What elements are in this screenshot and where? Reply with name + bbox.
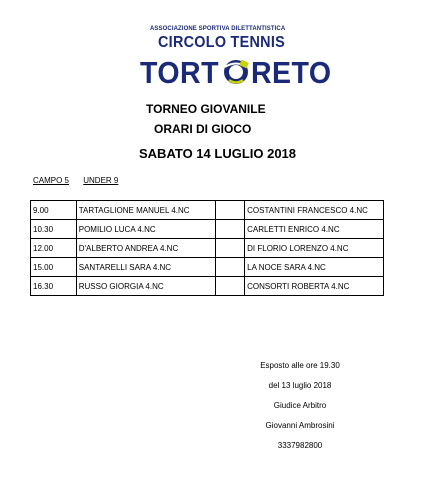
- player-two: CONSORTI ROBERTA 4.NC: [245, 277, 384, 296]
- match-time: 16.30: [31, 277, 77, 296]
- referee-name: Giovanni Ambrosini: [265, 421, 335, 430]
- table-row: [31, 239, 384, 258]
- vs-gap: [216, 277, 245, 296]
- player-one: POMILIO LUCA 4.NC: [76, 220, 216, 239]
- logo-town: [140, 55, 338, 105]
- vs-gap: [216, 220, 245, 239]
- player-one: SANTARELLI SARA 4.NC: [76, 258, 216, 277]
- table-row: [31, 220, 384, 239]
- club-logo: [140, 12, 332, 98]
- schedule-title: ORARI DI GIOCO: [154, 122, 252, 136]
- player-two: LA NOCE SARA 4.NC: [245, 258, 384, 277]
- court-label: CAMPO 5: [33, 176, 70, 185]
- posted-time: Esposto alle ore 19.30: [260, 361, 340, 370]
- tournament-title: TORNEO GIOVANILE: [146, 102, 266, 116]
- table-row: [31, 201, 384, 220]
- posted-date: del 13 luglio 2018: [268, 381, 332, 390]
- schedule-date: SABATO 14 LUGLIO 2018: [139, 146, 297, 161]
- table-row: [31, 258, 384, 277]
- match-time: 15.00: [31, 258, 77, 277]
- logo-town-part2: RETO: [250, 55, 332, 90]
- match-time: 9.00: [31, 201, 77, 220]
- category-label: UNDER 9: [83, 176, 119, 185]
- match-schedule-table: [30, 200, 384, 296]
- player-two: DI FLORIO LORENZO 4.NC: [245, 239, 384, 258]
- match-time: 10.30: [31, 220, 77, 239]
- player-two: COSTANTINI FRANCESCO 4.NC: [245, 201, 384, 220]
- player-one: RUSSO GIORGIA 4.NC: [76, 277, 216, 296]
- vs-gap: [216, 239, 245, 258]
- referee-phone: 3337982800: [277, 441, 323, 450]
- referee-notes: [240, 356, 360, 456]
- logo-town-part1: TORT: [140, 55, 219, 90]
- logo-club-text: CIRCOLO TENNIS: [158, 34, 285, 51]
- referee-role: Giudice Arbitro: [273, 401, 327, 410]
- match-time: 12.00: [31, 239, 77, 258]
- court-category-header: [33, 176, 118, 185]
- vs-gap: [216, 258, 245, 277]
- player-one: TARTAGLIONE MANUEL 4.NC: [76, 201, 216, 220]
- vs-gap: [216, 201, 245, 220]
- player-one: D'ALBERTO ANDREA 4.NC: [76, 239, 216, 258]
- tennis-ball-icon: [222, 58, 250, 86]
- logo-organization-text: ASSOCIAZIONE SPORTIVA DILETTANTISTICA: [150, 26, 286, 32]
- player-two: CARLETTI ENRICO 4.NC: [245, 220, 384, 239]
- table-row: [31, 277, 384, 296]
